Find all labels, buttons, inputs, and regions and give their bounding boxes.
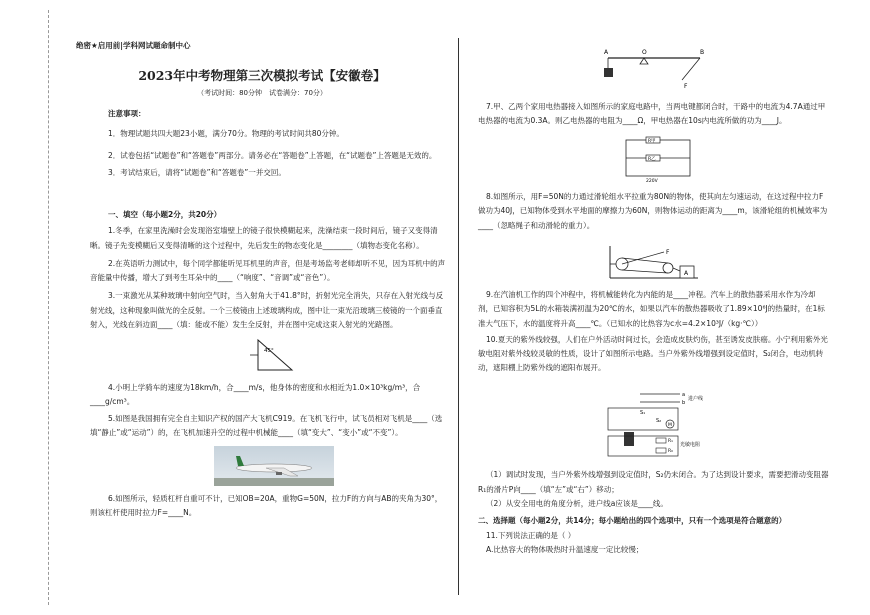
uv-label-service-line: 进户线 (688, 396, 704, 402)
note-item: 2．试卷包括“试题卷”和“答题卷”两部分。请务必在“答题卷”上答题，在“试题卷”上答题是无效的。 (108, 151, 437, 160)
circuit-label-r1: R甲 (648, 139, 656, 144)
question-7-block (478, 100, 830, 129)
question-10-part-2: （2）从安全用电的角度分析，进户线a应该是____线。 (486, 499, 668, 509)
question-2: 2.在英语听力测试中，每个同学都能听见耳机里的声音，但是考场监考老师却听不见，因为耳机中的声音能量中传播，增大了到考生耳朵中的____（“响度”、“音调”或“音色”）。 (90, 258, 446, 282)
lever-label-o: O (642, 49, 647, 56)
column-divider (458, 38, 459, 595)
binding-dash-line (48, 10, 49, 605)
prism-angle-label: 45° (264, 348, 274, 354)
notes-heading: 注意事项： (108, 109, 146, 118)
exam-subtitle: （考试时间：80分钟 试卷满分：70分） (197, 89, 327, 97)
lever-label-a: A (604, 49, 609, 56)
question-4: 4.小明上学骑车的速度为18km/h，合____m/s，他身体的密度和水相近为1.0×10³kg/m³，合____g/cm³。 (90, 383, 421, 407)
circuit-label-r2: R乙 (648, 157, 656, 162)
exam-title: 2023年中考物理第三次模拟考试【安徽卷】 (138, 68, 386, 83)
uv-label-r1: R₁ (668, 439, 673, 444)
question-10-part-1: （1）调试时发现，当户外紫外线增强到设定值时，S₂仍未闭合。为了达到设计要求，需要把滑动变阻器R₁的滑片P向____（填“左”或“右”）移动； (478, 470, 829, 494)
lever-label-b: B (700, 49, 705, 56)
section-one-heading: 一、填空（每小题2分，共20分） (108, 210, 222, 219)
question-7: 7.甲、乙两个家用电热器接入如图所示的家庭电路中，当两电键都闭合时，干路中的电流为4.7A通过甲电热器的电流为0.3A。则乙电热器的电阻为____Ω，甲电热器在10s内电流所做的功为____J。 (478, 102, 826, 126)
uv-label-motor: M (668, 423, 672, 428)
questions-4-5 (90, 381, 448, 440)
notes (108, 108, 438, 126)
question-10: 10.夏天的紫外线较强，人们在户外活动时间过长，会造成皮肤灼伤，甚至诱发皮肤癌。小宁利用紫外光敏电阻对紫外线较灵敏的性质，设计了如图所示电路。当户外紫外线增强到设定值时，S₂闭合，电动机转动，遮阳棚上防紫外线的遮阳布展开。 (478, 334, 828, 373)
question-10-parts (478, 468, 830, 558)
note-item: 3．考试结束后，请将“试题卷”和“答题卷”一并交回。 (108, 168, 286, 178)
questions-9-10 (478, 288, 830, 376)
uv-label-r0: R₀ (668, 449, 673, 454)
question-5: 5.如图是我国拥有完全自主知识产权的国产大飞机C919。在飞机飞行中，试飞员相对飞机是____（选填“静止”或“运动”）的，在飞机加速升空的过程中机械能____（填“变大”、“变小”或“不变”）。 (90, 413, 443, 437)
uv-label-sensor: 光敏电阻 (680, 442, 701, 448)
pulley-label-a: A (684, 270, 689, 277)
secret-label: 绝密★启用前|学科网试题命制中心 (76, 41, 191, 50)
notes-list-2 (90, 149, 448, 179)
lever-label-f: F (684, 83, 688, 90)
question-9: 9.在汽油机工作的四个冲程中，将机械能转化为内能的是____冲程。汽车上的散热器采用水作为冷却剂，已知容积为5L的水箱装满初温为20℃的水，如果以汽车的散热器吸收了1.89×10⁶J的热量时，在1标准大气压下，水的温度将升高____℃。（已知水的比热容为c水=4.2×10³J/（kg·℃）） (478, 290, 825, 328)
section-two-heading: 二、选择题（每小题2分，共14分；每小题给出的四个选项中，只有一个选项是符合题意的） (478, 515, 787, 525)
question-8-block (478, 190, 830, 233)
uv-label-s1: S₁ (640, 410, 646, 416)
uv-label-s2: S₂ (656, 418, 662, 424)
pulley-label-f: F (666, 249, 670, 256)
pulley-figure (604, 244, 700, 284)
uv-label-b: b (682, 400, 686, 406)
parallel-circuit-figure (618, 136, 698, 184)
airplane-photo (214, 446, 334, 486)
prism-figure (250, 338, 300, 372)
lever-figure (600, 44, 710, 94)
binding-margin (8, 0, 60, 615)
question-6: 6.如图所示，轻质杠杆自重可不计，已知OB=20A，重物G=50N，拉力F的方向与AB的夹角为30°，则该杠杆使用时拉力F=____N。 (90, 494, 443, 518)
note-item: 1．物理试题共四大题23小题，满分70分。物理的考试时间共80分钟。 (108, 129, 344, 138)
notes-list (108, 128, 448, 145)
question-6-block (90, 492, 448, 521)
question-11-option-a: A.比热容大的物体吸热时升温速度一定比较慢； (486, 545, 644, 555)
question-1: 1.冬季，在家里洗澡时会发现浴室墙壁上的镜子很快模糊起来，洗澡结束一段时间后，镜子又变得清晰。镜子先变模糊后又变得清晰的这个过程中，先后发生的物态变化是________（填物态变化名称）。 (90, 226, 438, 250)
section-one (90, 208, 448, 332)
question-3: 3.一束激光从某种玻璃中射向空气时，当入射角大于41.8°时，折射光完全消失，只存在入射光线与反射光线，这种现象叫做光的全反射。一个三棱镜由上述玻璃构成，图中让一束光沿玻璃三棱镜的一个面垂直射入，光线在斜边面____（填：能或不能）发生全反射，并在图中完成这束入射光的光路图。 (90, 291, 444, 329)
circuit-label-voltage: 220V (646, 179, 658, 184)
question-11: 11.下列说法正确的是（ ） (486, 530, 576, 540)
uv-control-circuit-figure (600, 388, 710, 460)
question-8: 8.如图所示，用F=50N的力通过滑轮组水平拉重为80N的物体，使其向左匀速运动，在这过程中拉力F做功为40J，已知物体受到水平地面的摩擦力为60N，则物体运动的距离为____m，该滑轮组的机械效率为____（忽略绳子和动滑轮的重力）。 (478, 192, 828, 230)
uv-label-a: a (682, 392, 686, 398)
